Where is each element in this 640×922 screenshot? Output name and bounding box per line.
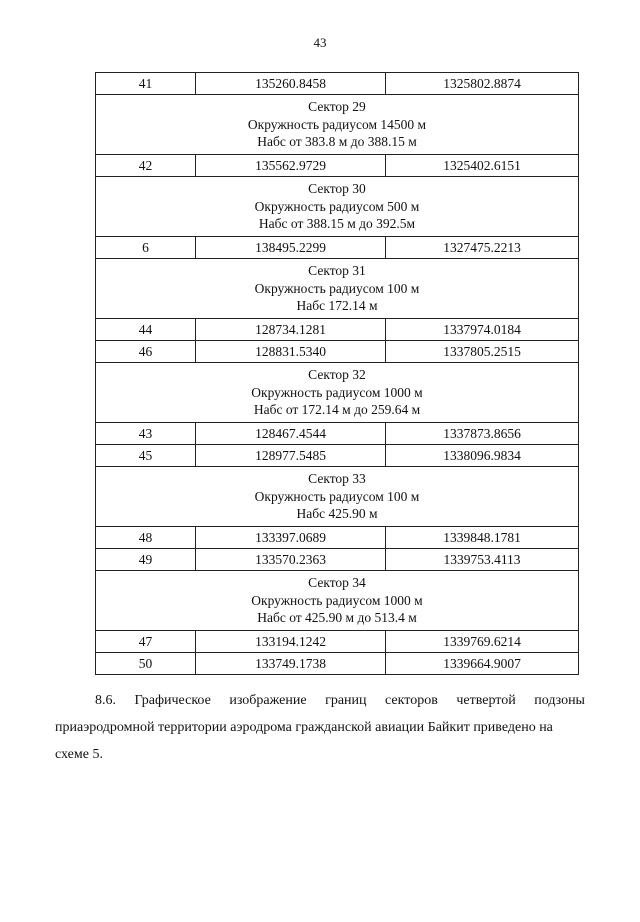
sector-radius: Окружность радиусом 1000 м — [251, 384, 423, 400]
point-number-cell: 46 — [96, 341, 196, 363]
table-row — [96, 73, 579, 95]
page-number: 43 — [313, 35, 327, 50]
sector-title: Сектор 32 — [308, 367, 366, 383]
sector-header-cell — [96, 467, 579, 527]
x-coordinate-cell: 135562.9729 — [196, 155, 386, 177]
sector-header-cell — [96, 363, 579, 423]
point-number-cell: 50 — [96, 653, 196, 675]
sector-radius: Окружность радиусом 14500 м — [247, 116, 427, 132]
y-coordinate-cell: 1339848.1781 — [386, 527, 579, 549]
paragraph-line-2: приаэродромной территории аэродрома гражданской авиации Байкит приведено на — [55, 720, 553, 735]
x-coordinate-cell: 135260.8458 — [196, 73, 386, 95]
point-number-cell: 48 — [96, 527, 196, 549]
y-coordinate-cell: 1339769.6214 — [386, 631, 579, 653]
coordinates-table — [95, 72, 579, 675]
x-coordinate-cell: 128977.5485 — [196, 445, 386, 467]
y-coordinate-cell: 1337974.0184 — [386, 319, 579, 341]
paragraph-word: границ — [325, 693, 367, 708]
table-row — [96, 527, 579, 549]
y-coordinate-cell: 1338096.9834 — [386, 445, 579, 467]
sector-radius: Окружность радиусом 100 м — [254, 488, 420, 504]
point-number-cell: 43 — [96, 423, 196, 445]
table-row — [96, 423, 579, 445]
sector-header-cell — [96, 177, 579, 237]
paragraph-word: 8.6. — [95, 693, 116, 708]
sector-row — [96, 363, 579, 423]
sector-header-cell — [96, 571, 579, 631]
sector-title: Сектор 30 — [308, 181, 366, 197]
sector-row — [96, 467, 579, 527]
paragraph-8-6 — [55, 687, 585, 768]
paragraph-word: четвертой — [456, 693, 516, 708]
table-row — [96, 445, 579, 467]
sector-height: Набс от 425.90 м до 513.4 м — [257, 610, 417, 626]
sector-row — [96, 177, 579, 237]
sector-row — [96, 95, 579, 155]
x-coordinate-cell: 128467.4544 — [196, 423, 386, 445]
sector-height: Набс от 383.8 м до 388.15 м — [257, 134, 417, 150]
sector-title: Сектор 31 — [308, 263, 366, 279]
coordinates-table-body — [96, 73, 579, 675]
paragraph-word: секторов — [385, 693, 438, 708]
sector-height: Набс от 388.15 м до 392.5м — [258, 216, 416, 232]
sector-height: Набс 172.14 м — [296, 298, 378, 314]
x-coordinate-cell: 138495.2299 — [196, 237, 386, 259]
table-row — [96, 237, 579, 259]
point-number-cell: 44 — [96, 319, 196, 341]
x-coordinate-cell: 128831.5340 — [196, 341, 386, 363]
sector-header-cell — [96, 259, 579, 319]
sector-height: Набс от 172.14 м до 259.64 м — [253, 402, 421, 418]
sector-row — [96, 571, 579, 631]
paragraph-word: изображение — [229, 693, 307, 708]
x-coordinate-cell: 133397.0689 — [196, 527, 386, 549]
y-coordinate-cell: 1337805.2515 — [386, 341, 579, 363]
paragraph-word: подзоны — [534, 693, 585, 708]
x-coordinate-cell: 133570.2363 — [196, 549, 386, 571]
point-number-cell: 49 — [96, 549, 196, 571]
y-coordinate-cell: 1337873.8656 — [386, 423, 579, 445]
point-number-cell: 42 — [96, 155, 196, 177]
y-coordinate-cell: 1325802.8874 — [386, 73, 579, 95]
sector-title: Сектор 33 — [308, 471, 366, 487]
point-number-cell: 6 — [96, 237, 196, 259]
sector-radius: Окружность радиусом 100 м — [254, 280, 420, 296]
sector-radius: Окружность радиусом 1000 м — [251, 592, 423, 608]
y-coordinate-cell: 1339664.9007 — [386, 653, 579, 675]
table-row — [96, 155, 579, 177]
table-row — [96, 549, 579, 571]
x-coordinate-cell: 133194.1242 — [196, 631, 386, 653]
paragraph-word: Графическое — [134, 693, 211, 708]
sector-row — [96, 259, 579, 319]
paragraph-line-1 — [55, 687, 585, 714]
point-number-cell: 45 — [96, 445, 196, 467]
table-row — [96, 653, 579, 675]
table-row — [96, 341, 579, 363]
sector-radius: Окружность радиусом 500 м — [254, 198, 420, 214]
table-row — [96, 631, 579, 653]
table-row — [96, 319, 579, 341]
sector-header-cell — [96, 95, 579, 155]
sector-height: Набс 425.90 м — [296, 506, 378, 522]
sector-title: Сектор 29 — [308, 99, 366, 115]
sector-title: Сектор 34 — [308, 575, 366, 591]
paragraph-line-3: схеме 5. — [55, 747, 103, 762]
point-number-cell: 41 — [96, 73, 196, 95]
point-number-cell: 47 — [96, 631, 196, 653]
y-coordinate-cell: 1325402.6151 — [386, 155, 579, 177]
x-coordinate-cell: 133749.1738 — [196, 653, 386, 675]
y-coordinate-cell: 1339753.4113 — [386, 549, 579, 571]
y-coordinate-cell: 1327475.2213 — [386, 237, 579, 259]
x-coordinate-cell: 128734.1281 — [196, 319, 386, 341]
